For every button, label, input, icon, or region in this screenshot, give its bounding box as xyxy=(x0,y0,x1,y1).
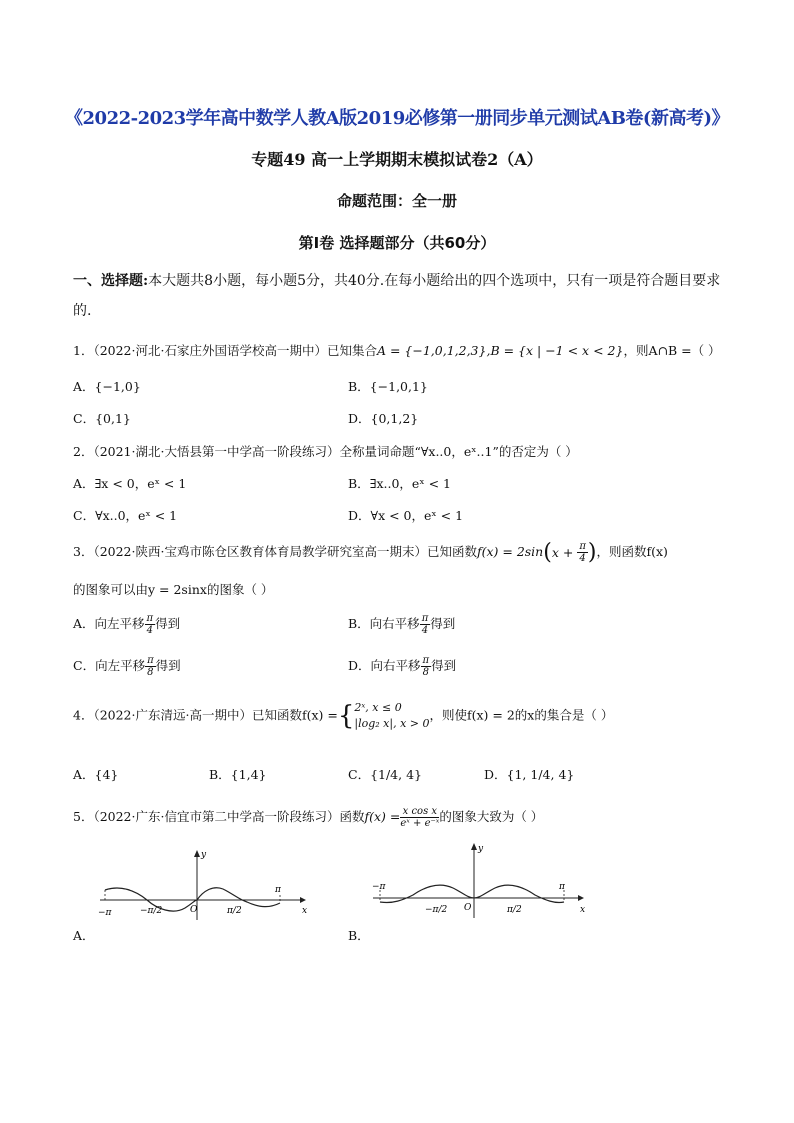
q5-func-den: eˣ + e⁻ˣ xyxy=(400,818,440,829)
graph-b-y-label: y xyxy=(478,844,484,854)
scope-line: 命题范围：全一册 xyxy=(336,192,457,210)
question-2-stem: 2．（2021·湖北·大悟县第一中学高一阶段练习）全称量词命题“∀x..0，eˣ..1”的否定为（ ） xyxy=(73,444,578,459)
q1-option-a[interactable]: A．{−1,0} xyxy=(73,379,141,394)
q1-set-a: A = {−1,0,1,2,3} xyxy=(376,343,487,358)
q3-frac-num: π xyxy=(579,541,586,552)
graph-b-y-arrow xyxy=(471,843,477,850)
q1-prefix: 1．（2022·河北·石家庄外国语学校高一期中）已知集合 xyxy=(73,343,377,358)
q3-c-suffix: 得到 xyxy=(155,658,181,673)
q3-a-num: π xyxy=(146,613,154,624)
q3-b-suffix: 得到 xyxy=(430,616,456,631)
part-title: 第Ⅰ卷 选择题部分（共60分） xyxy=(298,234,496,252)
q5-option-b[interactable]: B． xyxy=(348,928,370,943)
q5-func-num: x cos x xyxy=(400,806,439,818)
q2-option-d[interactable]: D．∀x < 0，eˣ < 1 xyxy=(348,508,464,523)
q2-option-b[interactable]: B．∃x..0，eˣ < 1 xyxy=(348,476,451,491)
q3-option-b[interactable] xyxy=(348,613,455,636)
q3-d-den: 8 xyxy=(422,667,429,678)
q3-b-den: 4 xyxy=(421,625,429,636)
graph-a-origin: O xyxy=(190,905,198,915)
graph-b-half-pi: π/2 xyxy=(507,905,522,915)
q2-option-a[interactable]: A．∃x < 0，eˣ < 1 xyxy=(73,476,187,491)
q5-suffix: 的图象大致为（ ） xyxy=(439,809,544,824)
graph-b-neg-pi: −π xyxy=(372,882,386,892)
q3-option-c[interactable] xyxy=(73,655,181,678)
graph-a-neg-half-pi: −π/2 xyxy=(140,906,163,916)
q3-a-prefix: A．向左平移 xyxy=(73,616,145,631)
question-4-stem: 4．（2022·广东清远·高一期中）已知函数f(x) ={ 2ˣ, x ≤ 0 |log₂ x|, x > 0 ，则使f(x) = 2的x的集合是（ ） xyxy=(73,701,614,731)
q3-suffix: ，则函数f(x) xyxy=(596,544,668,559)
q4-option-c[interactable]: C．{1/4, 4} xyxy=(348,767,422,782)
q5-graph-a[interactable] xyxy=(95,845,315,925)
q3-option-d[interactable] xyxy=(348,655,456,678)
graph-a-y-label: y xyxy=(201,850,207,860)
q3-option-a[interactable] xyxy=(73,613,180,636)
q1-suffix: ，则A∩B =（ ） xyxy=(623,343,721,358)
q3-d-suffix: 得到 xyxy=(431,658,457,673)
q5-option-a[interactable]: A． xyxy=(73,928,95,943)
graph-b-neg-half-pi: −π/2 xyxy=(425,905,448,915)
graph-a-neg-pi: −π xyxy=(98,908,112,918)
q3-b-num: π xyxy=(421,613,429,624)
q5-graph-b[interactable] xyxy=(368,840,593,925)
graph-b-origin: O xyxy=(464,903,472,913)
q5-prefix: 5．（2022·广东·信宜市第二中学高一阶段练习）函数 xyxy=(73,809,365,824)
q3-func: f(x) = 2sin xyxy=(476,544,544,559)
q4-option-a[interactable]: A．{4} xyxy=(73,767,119,782)
q3-d-num: π xyxy=(422,655,430,666)
q1-set-b: ,B = {x | −1 < x < 2} xyxy=(486,343,624,358)
q3-prefix: 3．（2022·陕西·宝鸡市陈仓区教育体育局教学研究室高一期末）已知函数 xyxy=(73,544,477,559)
graph-b-pi: π xyxy=(559,882,565,892)
graph-a-y-arrow xyxy=(194,850,200,857)
graph-a-x-arrow xyxy=(300,897,306,903)
graph-a-pi: π xyxy=(275,885,281,895)
q2-option-c[interactable]: C．∀x..0，eˣ < 1 xyxy=(73,508,178,523)
section-text: 本大题共8小题，每小题5分，共40分.在每小题给出的四个选项中，只有一项是符合题目要求的. xyxy=(73,273,721,319)
q3-c-num: π xyxy=(147,655,154,666)
graph-a-half-pi: π/2 xyxy=(227,906,242,916)
q1-option-b[interactable]: B．{−1,0,1} xyxy=(348,379,428,394)
q1-option-c[interactable]: C．{0,1} xyxy=(73,411,131,426)
q3-c-den: 8 xyxy=(147,667,154,678)
q4-prefix: 4．（2022·广东清远·高一期中）已知函数f(x) = xyxy=(73,707,338,723)
section-instructions xyxy=(73,266,723,326)
q3-c-prefix: C．向左平移 xyxy=(73,658,146,673)
series-title: 《2022-2023学年高中数学人教A版2019必修第一册同步单元测试AB卷(新高考)》 xyxy=(65,108,729,129)
q4-option-d[interactable]: D．{1, 1/4, 4} xyxy=(484,767,575,782)
q4-suffix: ，则使f(x) = 2的x的集合是（ ） xyxy=(429,707,614,723)
q4-piece-1: 2ˣ, x ≤ 0 xyxy=(354,701,402,714)
main-title: 专题49 高一上学期期末模拟试卷2（A） xyxy=(251,150,543,169)
q3-a-suffix: 得到 xyxy=(155,616,181,631)
q3-b-prefix: B．向右平移 xyxy=(348,616,420,631)
q1-option-d[interactable]: D．{0,1,2} xyxy=(348,411,419,426)
graph-b-x-arrow xyxy=(578,895,584,901)
question-3-stem: 3．（2022·陕西·宝鸡市陈仓区教育体育局教学研究室高一期末）已知函数f(x) = 2sin(x + $\frac{\pi}{4}$ )，则函数f(x) xyxy=(73,540,668,565)
q4-option-b[interactable]: B．{1,4} xyxy=(209,767,267,782)
question-5-stem xyxy=(73,806,543,829)
q3-a-den: 4 xyxy=(146,625,153,636)
q4-piece-2: |log₂ x|, x > 0 xyxy=(354,717,430,730)
section-label: 一、选择题: xyxy=(73,273,149,289)
q3-d-prefix: D．向右平移 xyxy=(348,658,421,673)
q3-frac-den: 4 xyxy=(579,553,586,564)
q5-func-lhs: f(x) = xyxy=(364,809,401,824)
graph-a-x-label: x xyxy=(302,906,308,916)
question-3-line2: 的图象可以由y = 2sinx的图象（ ） xyxy=(73,582,274,597)
graph-b-curve xyxy=(380,885,564,902)
graph-b-x-label: x xyxy=(580,905,586,915)
question-1-stem xyxy=(73,341,721,359)
